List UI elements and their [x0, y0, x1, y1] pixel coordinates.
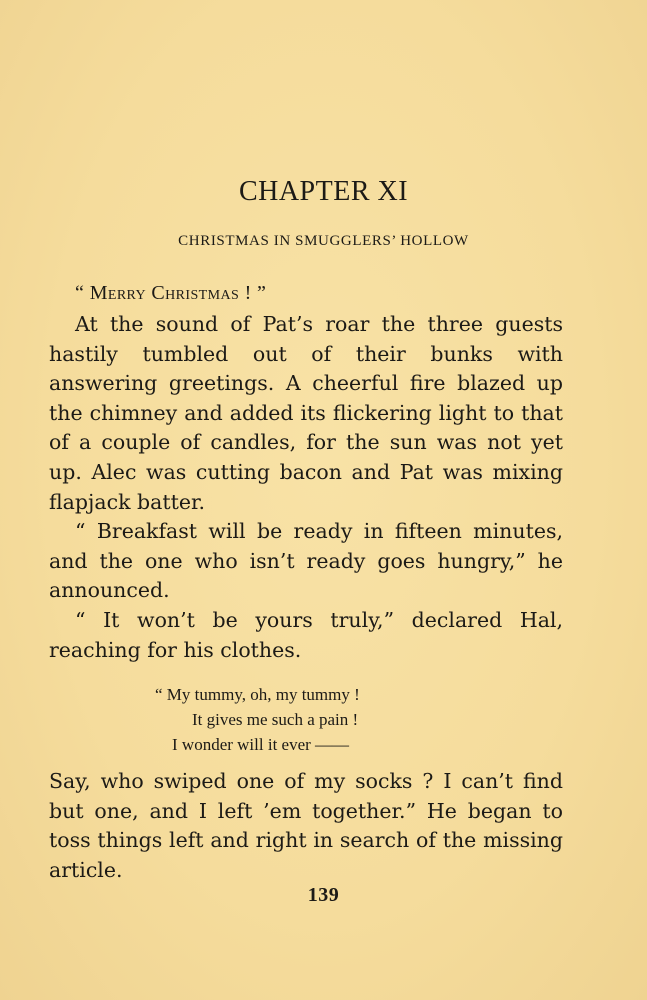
text-block-before-verse	[49, 310, 563, 665]
verse-line: “ My tummy, oh, my tummy !	[155, 685, 360, 704]
chapter-subtitle: CHRISTMAS IN SMUGGLERS’ HOLLOW	[178, 233, 469, 249]
page-number: 139	[307, 884, 340, 906]
opening-exclamation	[75, 282, 266, 305]
paragraph: At the sound of Pat’s roar the three guests hastily tumbled out of their bunks with answering greetings. A cheerful fire blazed up the chimney and added its flickering light to that of a couple of candles, for the sun was not yet up. Alec was cutting bacon and Pat was mixing flapjack batter.	[49, 312, 563, 514]
verse-line: It gives me such a pain !	[192, 710, 359, 729]
chapter-title: CHAPTER XI	[238, 176, 409, 207]
opening-close-quote: ! ”	[239, 282, 267, 304]
opening-greeting: Merry Christmas	[89, 282, 240, 304]
opening-open-quote: “	[75, 282, 90, 304]
text-block-after-verse	[49, 767, 563, 885]
verse-quote	[0, 682, 647, 757]
verse-line: I wonder will it ever ——	[172, 735, 350, 754]
paragraph: “ It won’t be yours truly,” declared Hal, reaching for his clothes.	[49, 607, 563, 662]
paragraph: “ Breakfast will be ready in fifteen minutes, and the one who isn’t ready goes hungry,” he announced.	[49, 519, 563, 603]
paragraph: Say, who swiped one of my socks ? I can’t find but one, and I left ’em together.” He began to toss things left and right in search of the missing article.	[49, 769, 563, 882]
